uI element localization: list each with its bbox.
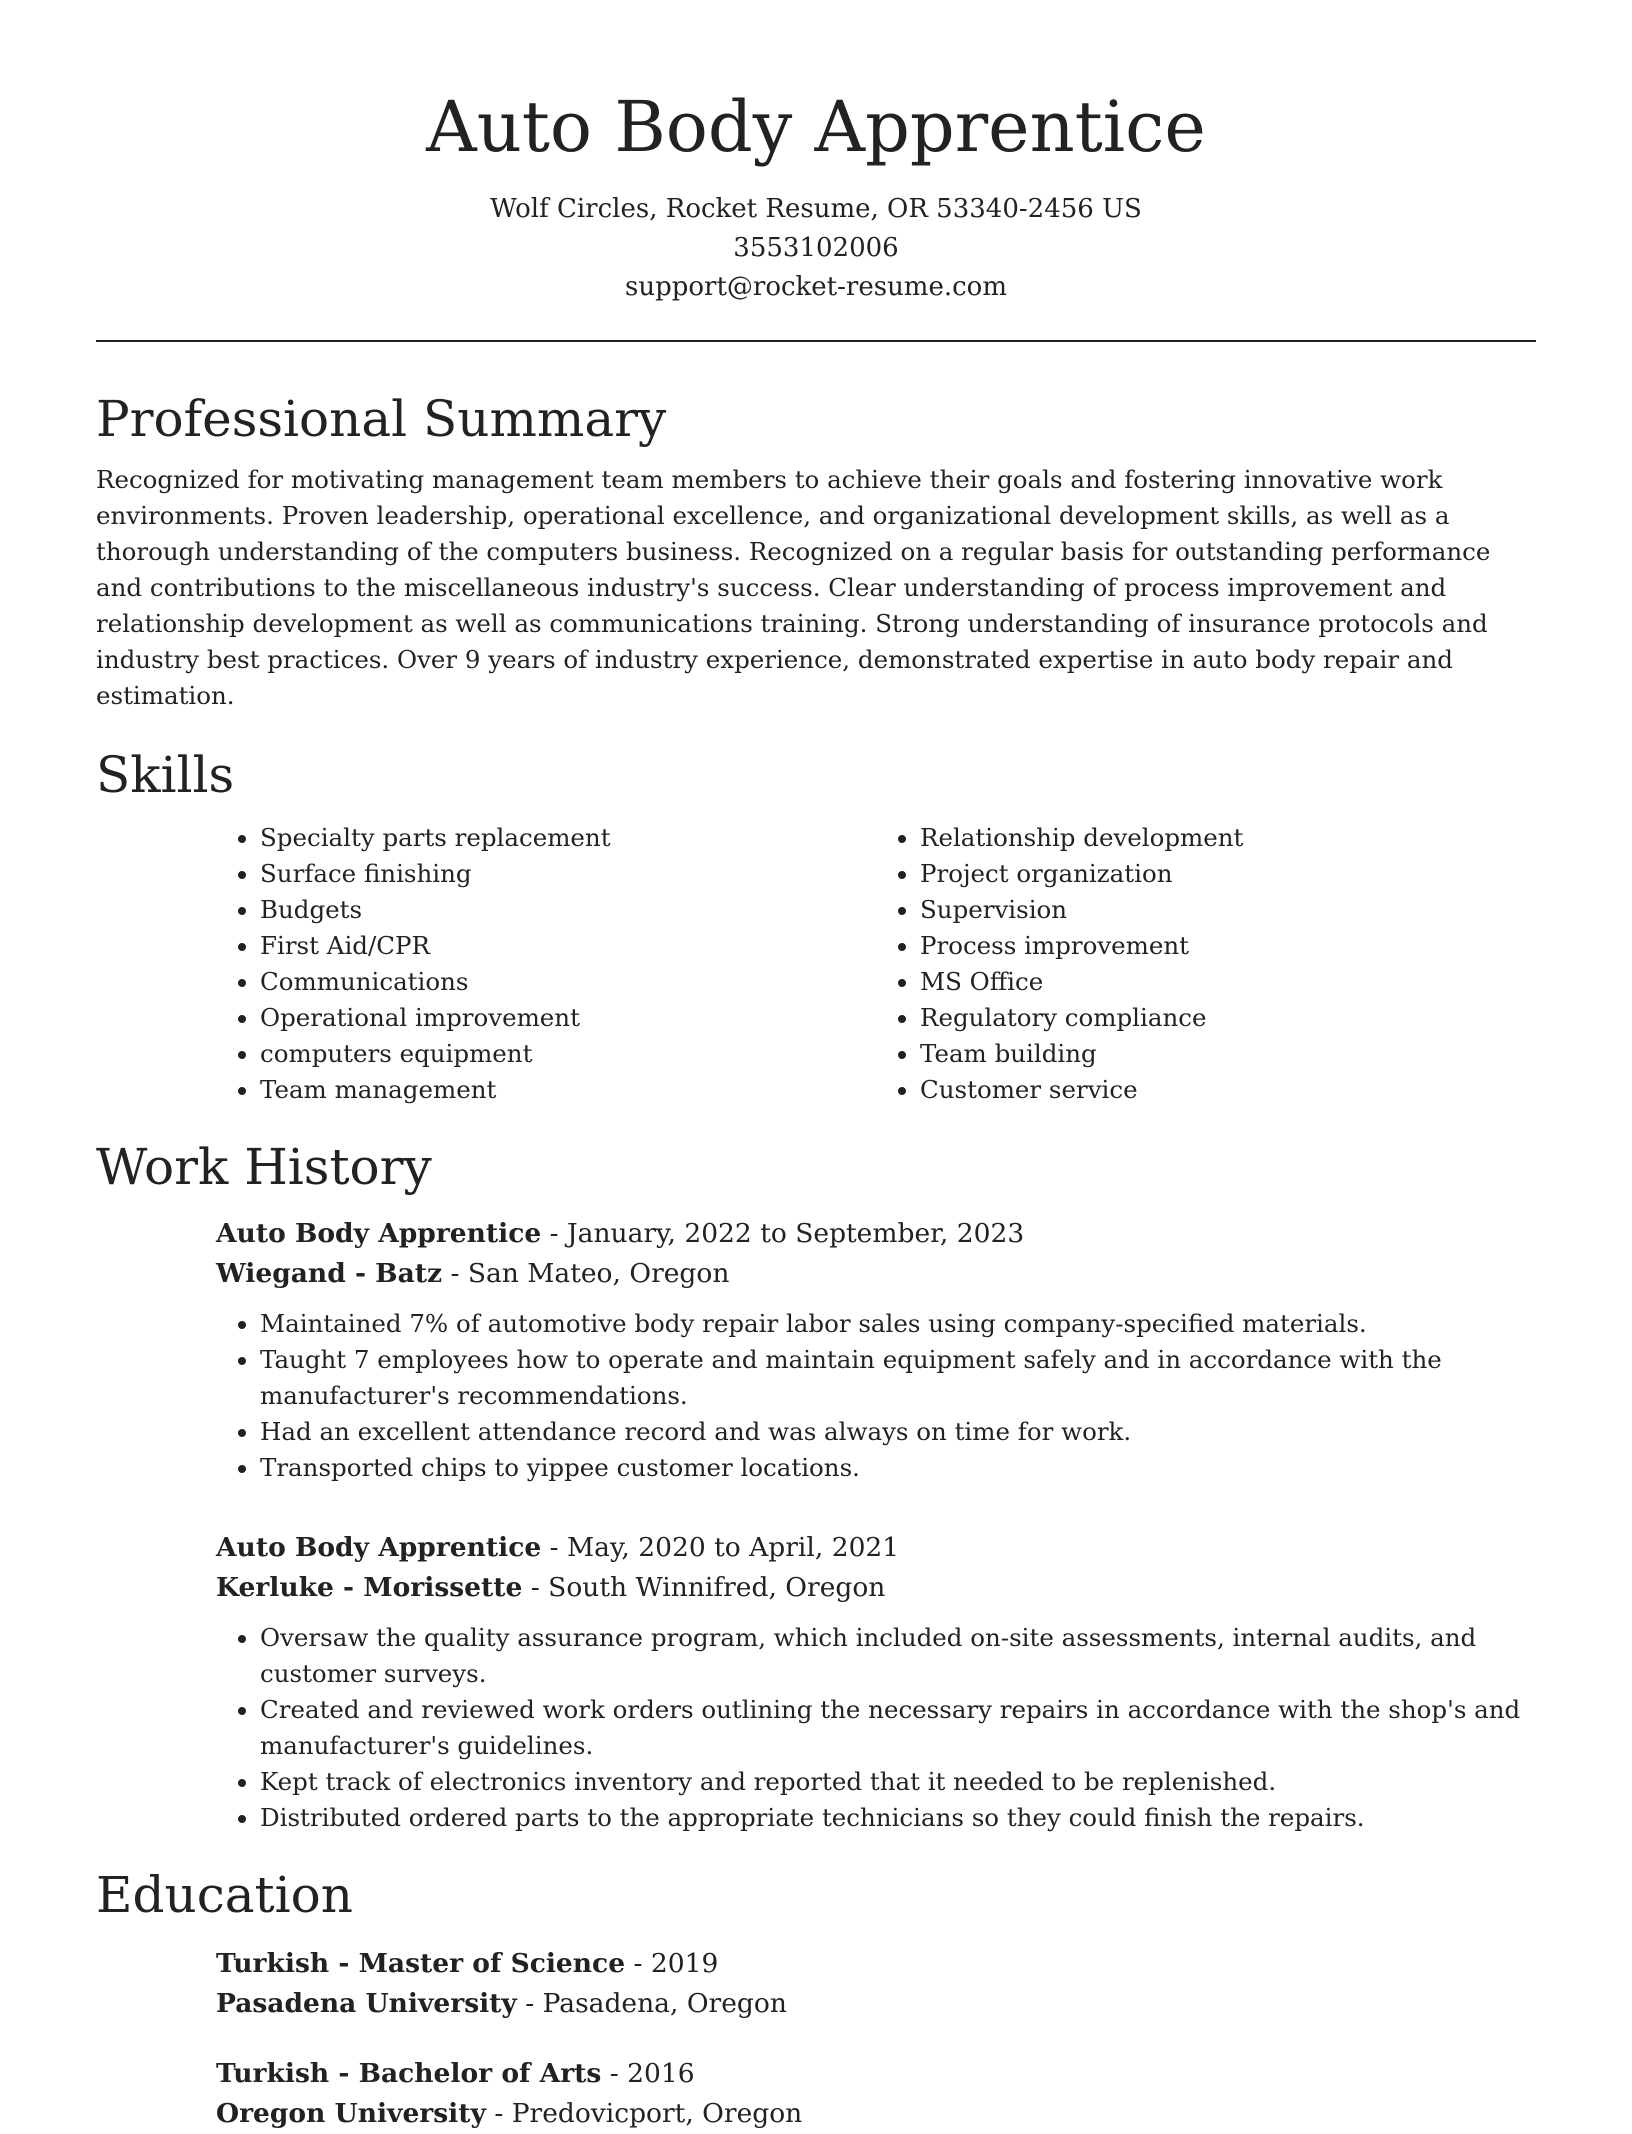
degree: Turkish - Bachelor of Arts (216, 2058, 602, 2089)
school-location: - Predovicport, Oregon (485, 2098, 803, 2129)
skills-section (96, 742, 1536, 1108)
school-line (216, 2094, 1536, 2134)
contact-info (96, 190, 1536, 307)
work-history-section (96, 1134, 1536, 1836)
skills-heading: Skills (96, 746, 235, 804)
skills-column-left (216, 820, 876, 1108)
skill-item: • First Aid/CPR (260, 928, 876, 964)
job-entry (216, 1214, 1536, 1486)
skill-item: • Budgets (260, 892, 876, 928)
job-bullet: • Taught 7 employees how to operate and maintain equipment safely and in accordance with the manufacturer's recommendations. (260, 1342, 1536, 1414)
job-bullet: • Kept track of electronics inventory and reported that it needed to be replenished. (260, 1764, 1536, 1800)
education-section (96, 1862, 1536, 2134)
job-title-line (216, 1214, 1536, 1254)
job-dates: - May, 2020 to April, 2021 (541, 1532, 900, 1563)
work-history-heading: Work History (96, 1138, 432, 1196)
job-company: Wiegand - Batz (216, 1258, 443, 1289)
school-location: - Pasadena, Oregon (516, 1988, 787, 2019)
address: Wolf Circles, Rocket Resume, OR 53340-2456 US (490, 194, 1142, 224)
degree-line (216, 1944, 1536, 1984)
education-entry (216, 1944, 1536, 2024)
school-line (216, 1984, 1536, 2024)
job-bullet: • Oversaw the quality assurance program, which included on-site assessments, internal audits, and customer surveys. (260, 1620, 1536, 1692)
skill-item: • Surface finishing (260, 856, 876, 892)
skill-item: • Team management (260, 1072, 876, 1108)
job-location: - South Winnifred, Oregon (522, 1572, 886, 1603)
education-entry (216, 2054, 1536, 2134)
skill-item: • Customer service (920, 1072, 1536, 1108)
email: support@rocket-resume.com (624, 272, 1007, 302)
job-company-line (216, 1254, 1536, 1294)
job-bullets (216, 1620, 1536, 1836)
resume-page (96, 0, 1536, 2134)
job-company: Kerluke - Morissette (216, 1572, 523, 1603)
candidate-name: Auto Body Apprentice (426, 86, 1206, 168)
job-title: Auto Body Apprentice (216, 1218, 542, 1249)
job-title-line (216, 1528, 1536, 1568)
graduation-year: - 2019 (625, 1948, 719, 1979)
school: Pasadena University (216, 1988, 517, 2019)
degree: Turkish - Master of Science (216, 1948, 626, 1979)
job-bullet: • Distributed ordered parts to the appropriate technicians so they could finish the repairs. (260, 1800, 1536, 1836)
skill-item: • Supervision (920, 892, 1536, 928)
school: Oregon University (216, 2098, 486, 2129)
degree-line (216, 2054, 1536, 2094)
job-bullets (216, 1306, 1536, 1486)
job-bullet: • Transported chips to yippee customer locations. (260, 1450, 1536, 1486)
graduation-year: - 2016 (601, 2058, 695, 2089)
skill-item: • Communications (260, 964, 876, 1000)
skill-item: • Team building (920, 1036, 1536, 1072)
job-bullet: • Maintained 7% of automotive body repair labor sales using company-specified materials. (260, 1306, 1536, 1342)
skill-item: • Project organization (920, 856, 1536, 892)
skill-item: • Operational improvement (260, 1000, 876, 1036)
skill-item: • Process improvement (920, 928, 1536, 964)
summary-heading: Professional Summary (96, 390, 667, 448)
job-bullet: • Created and reviewed work orders outlining the necessary repairs in accordance with the shop's and manufacturer's guidelines. (260, 1692, 1536, 1764)
header-divider (96, 340, 1536, 342)
phone: 3553102006 (733, 233, 899, 263)
job-entry (216, 1528, 1536, 1836)
skill-item: • computers equipment (260, 1036, 876, 1072)
job-title: Auto Body Apprentice (216, 1532, 542, 1563)
job-location: - San Mateo, Oregon (442, 1258, 730, 1289)
skills-list (216, 820, 1536, 1108)
job-bullet: • Had an excellent attendance record and was always on time for work. (260, 1414, 1536, 1450)
skills-column-right (876, 820, 1536, 1108)
skill-item: • Regulatory compliance (920, 1000, 1536, 1036)
resume-header (96, 0, 1536, 307)
education-heading: Education (96, 1866, 353, 1924)
job-dates: - January, 2022 to September, 2023 (541, 1218, 1025, 1249)
summary-section (96, 386, 1536, 714)
skill-item: • Relationship development (920, 820, 1536, 856)
skill-item: • MS Office (920, 964, 1536, 1000)
job-company-line (216, 1568, 1536, 1608)
skill-item: • Specialty parts replacement (260, 820, 876, 856)
summary-text: Recognized for motivating management team members to achieve their goals and fostering innovative work environments. Proven leadership, operational excellence, and organizational development skills, as well as a thorough understanding of the computers business. Recognized on a regular basis for outstanding performance and contributions to the miscellaneous industry's success. Clear understanding of process improvement and relationship development as well as communications training. Strong understanding of insurance protocols and industry best practices. Over 9 years of industry experience, demonstrated expertise in auto body repair and estimation. (96, 465, 1491, 710)
